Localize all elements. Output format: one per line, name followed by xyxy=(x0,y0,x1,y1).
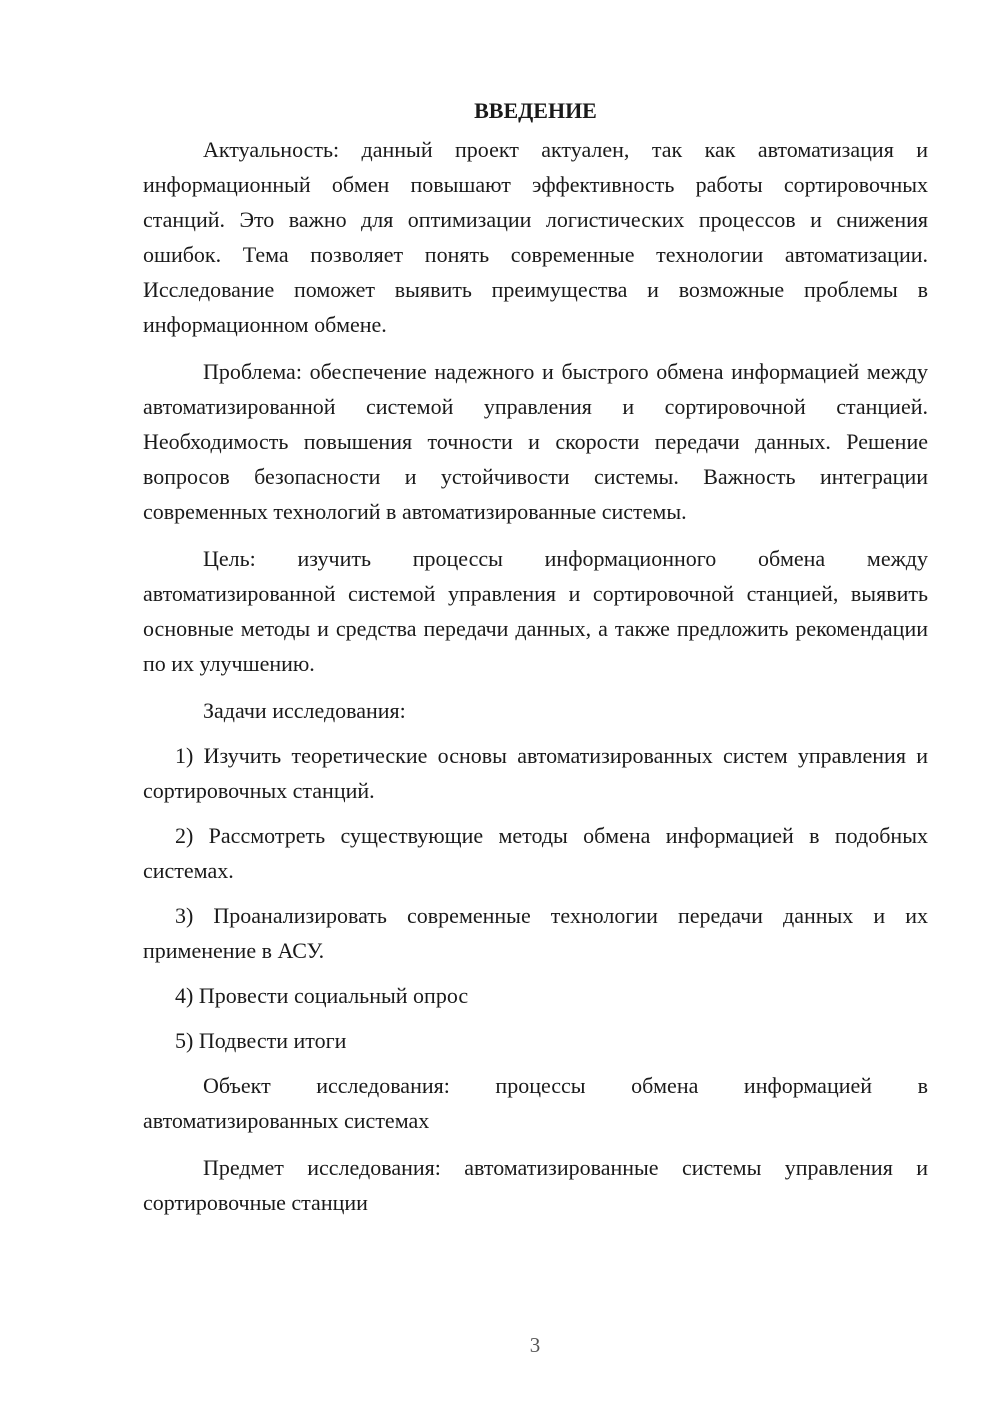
section-heading: ВВЕДЕНИЕ xyxy=(474,98,597,123)
task-item-1: 1) Изучить теоретические основы автоматизированных систем управления и сортировочных станций. xyxy=(143,743,928,803)
document-page xyxy=(143,94,928,1232)
paragraph-problem: Проблема: обеспечение надежного и быстрого обмена информацией между автоматизированной системой управления и сортировочной станцией. Необходимость повышения точности и скорости передачи данных. Решение вопросов безопасности и устойчивости системы. Важность интеграции современных технологий в автоматизированные системы. xyxy=(143,359,928,524)
paragraph-object: Объект исследования: процессы обмена информацией в автоматизированных системах xyxy=(143,1073,928,1133)
page-number: 3 xyxy=(529,1333,541,1357)
task-item-4: 4) Провести социальный опрос xyxy=(175,983,469,1008)
paragraph-subject: Предмет исследования: автоматизированные системы управления и сортировочные станции xyxy=(143,1155,928,1215)
paragraph-goal: Цель: изучить процессы информационного обмена между автоматизированной системой управления и сортировочной станцией, выявить основные методы и средства передачи данных, а также предложить рекомендации по их улучшению. xyxy=(143,546,928,676)
paragraph-relevance: Актуальность: данный проект актуален, так как автоматизация и информационный обмен повышают эффективность работы сортировочных станций. Это важно для оптимизации логистических процессов и снижения ошибок. Тема позволяет понять современные технологии автоматизации. Исследование поможет выявить преимущества и возможные проблемы в информационном обмене. xyxy=(143,137,928,337)
task-item-2: 2) Рассмотреть существующие методы обмена информацией в подобных системах. xyxy=(143,823,928,883)
tasks-title: Задачи исследования: xyxy=(203,698,406,723)
task-item-5: 5) Подвести итоги xyxy=(175,1028,347,1053)
task-item-3: 3) Проанализировать современные технологии передачи данных и их применение в АСУ. xyxy=(143,903,928,963)
